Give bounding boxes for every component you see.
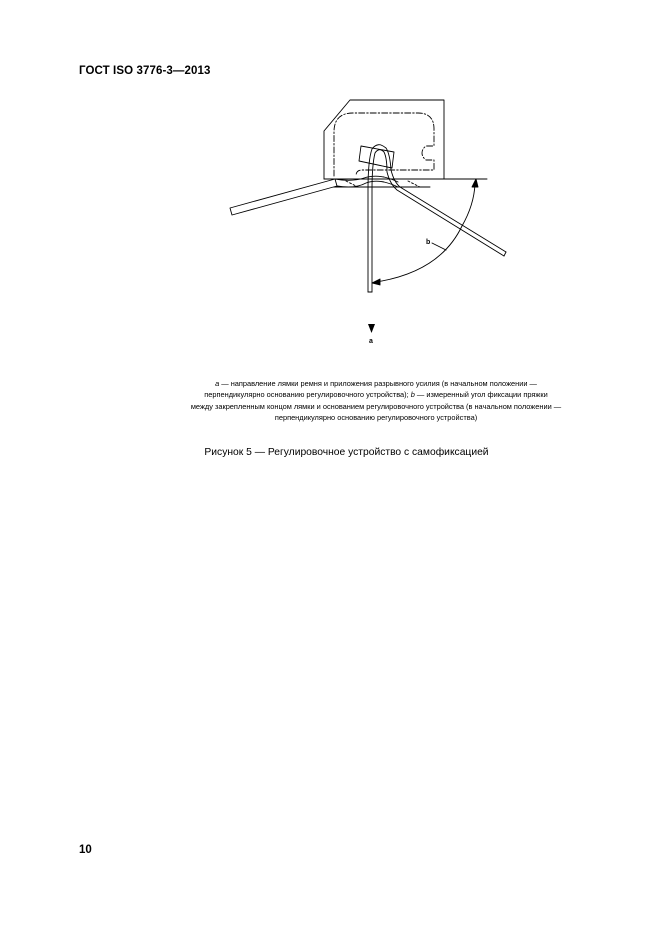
legend-text-b: — измеренный угол фиксации пряжки (414, 390, 548, 400)
legend-key-b: b (410, 390, 415, 400)
legend-line-1 (110, 378, 642, 389)
figure-caption: Рисунок 5 — Регулировочное устройство с самофиксацией (204, 447, 489, 458)
leader-b (432, 243, 446, 250)
legend-text-a-cont: перпендикулярно основанию регулировочного устройства); (204, 390, 409, 400)
figure-legend (110, 378, 642, 424)
legend-line-3: между закрепленным концом лямки и основанием регулировочного устройства (в начальном положении — (190, 401, 562, 411)
strap-slanted-end (504, 252, 506, 256)
arc-arrowhead-bottom (372, 279, 380, 285)
document-header: ГОСТ ISO 3776-3—2013 (79, 65, 211, 77)
label-a: a (369, 338, 373, 345)
adjuster-housing (324, 100, 444, 179)
self-locking-adjuster-drawing (0, 0, 661, 360)
page-number: 10 (79, 844, 92, 856)
strap-loop-inner (372, 150, 504, 292)
arc-arrowhead-top (472, 179, 478, 187)
strap-inside-base (337, 181, 398, 187)
angle-arc-b (376, 184, 475, 282)
direction-arrow-a (368, 324, 375, 333)
legend-text-a: — направление лямки ремня и приложения разрывного усилия (в начальном положении — (219, 379, 537, 388)
fixed-strap-end (230, 179, 337, 215)
legend-line-4: перпендикулярно основанию регулировочного устройства) (274, 413, 478, 423)
legend-key-a: a (215, 379, 220, 388)
locking-cam (359, 146, 394, 168)
label-b: b (426, 239, 431, 246)
legend-line-2 (110, 389, 642, 400)
